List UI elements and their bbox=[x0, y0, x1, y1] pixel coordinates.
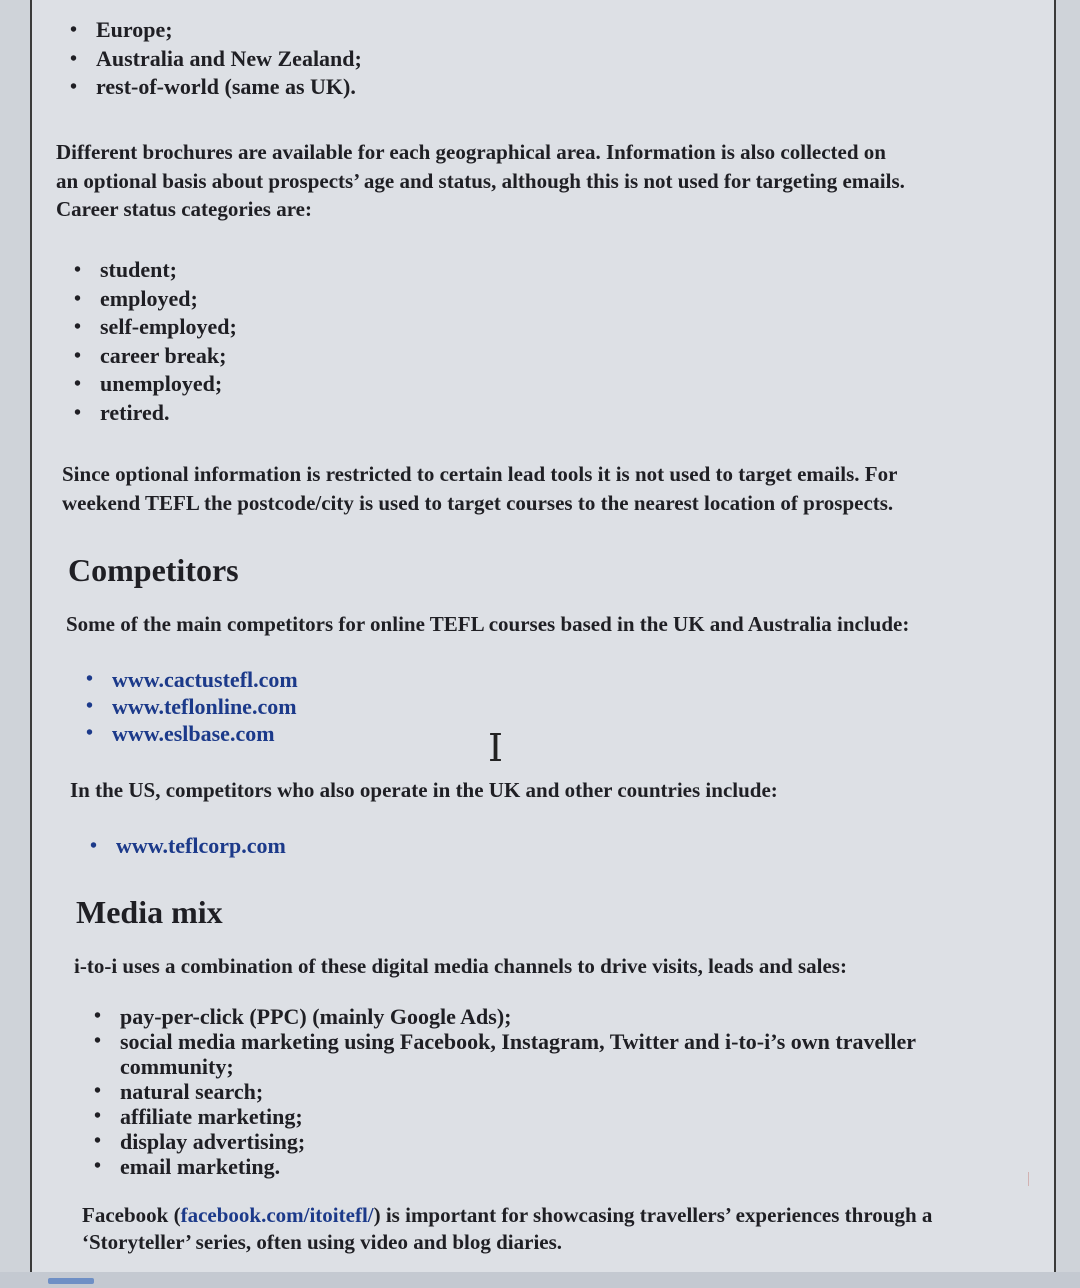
list-item bbox=[92, 1029, 992, 1079]
paragraph-line: weekend TEFL the postcode/city is used to target courses to the nearest location of prospects. bbox=[62, 490, 894, 515]
career-status-list bbox=[72, 256, 237, 427]
region-list bbox=[68, 16, 362, 102]
taskbar-strip bbox=[0, 1272, 1080, 1288]
list-item: • rest-of-world (same as UK). bbox=[68, 73, 362, 102]
list-item: • career break; bbox=[72, 342, 237, 371]
list-item: • unemployed; bbox=[72, 370, 237, 399]
taskbar-tab[interactable] bbox=[48, 1278, 94, 1284]
competitors-intro: Some of the main competitors for online TEFL courses based in the UK and Australia include: bbox=[66, 612, 910, 636]
list-item-text: community; bbox=[120, 1054, 234, 1079]
document-page bbox=[30, 0, 1056, 1272]
list-item: • natural search; bbox=[92, 1079, 992, 1104]
paragraph-line: ‘Storyteller’ series, often using video and blog diaries. bbox=[82, 1230, 563, 1254]
paragraph-line bbox=[82, 1202, 932, 1229]
list-item: • retired. bbox=[72, 399, 237, 428]
paragraph-line: an optional basis about prospects’ age and status, although this is not used for targeting emails. bbox=[56, 168, 905, 193]
competitors-heading: Competitors bbox=[68, 552, 239, 588]
paragraph-line: Career status categories are: bbox=[56, 197, 312, 221]
paragraph-line: Different brochures are available for each geographical area. Information is also collected on bbox=[56, 140, 886, 164]
facebook-paragraph bbox=[82, 1202, 932, 1256]
competitor-link[interactable]: • www.eslbase.com bbox=[84, 720, 298, 747]
us-competitors-intro: In the US, competitors who also operate in the UK and other countries include: bbox=[70, 778, 778, 802]
competitor-link[interactable]: • www.teflonline.com bbox=[84, 693, 298, 720]
facebook-link[interactable]: facebook.com/itoitefl/ bbox=[180, 1203, 374, 1227]
paragraph-text: Facebook ( bbox=[82, 1203, 181, 1227]
list-item: • affiliate marketing; bbox=[92, 1104, 992, 1129]
competitor-link[interactable]: • www.teflcorp.com bbox=[88, 832, 286, 861]
us-competitor-link-list bbox=[88, 832, 286, 861]
optional-info-paragraph bbox=[62, 460, 897, 517]
text-cursor-icon: I bbox=[488, 726, 504, 770]
list-item: • email marketing. bbox=[92, 1154, 992, 1179]
media-channel-list bbox=[92, 1004, 992, 1179]
media-mix-intro: i-to-i uses a combination of these digital media channels to drive visits, leads and sales: bbox=[74, 954, 847, 978]
list-item: • student; bbox=[72, 256, 237, 285]
list-item: • pay-per-click (PPC) (mainly Google Ads); bbox=[92, 1004, 992, 1029]
media-mix-heading: Media mix bbox=[76, 894, 223, 930]
paragraph-text: ) is important for showcasing travellers’ experiences through a bbox=[373, 1203, 933, 1227]
competitor-link-list bbox=[84, 666, 298, 747]
list-item: • Europe; bbox=[68, 16, 362, 45]
page-edge-mark bbox=[1028, 1172, 1033, 1186]
list-item-text: social media marketing using Facebook, Instagram, Twitter and i-to-i’s own traveller bbox=[120, 1029, 917, 1054]
brochures-paragraph bbox=[56, 138, 905, 224]
list-item: • employed; bbox=[72, 285, 237, 314]
list-item: • display advertising; bbox=[92, 1129, 992, 1154]
competitor-link[interactable]: • www.cactustefl.com bbox=[84, 666, 298, 693]
paragraph-line: Since optional information is restricted to certain lead tools it is not used to target emails. For bbox=[62, 462, 898, 486]
list-item: • Australia and New Zealand; bbox=[68, 45, 362, 74]
list-item: • self-employed; bbox=[72, 313, 237, 342]
